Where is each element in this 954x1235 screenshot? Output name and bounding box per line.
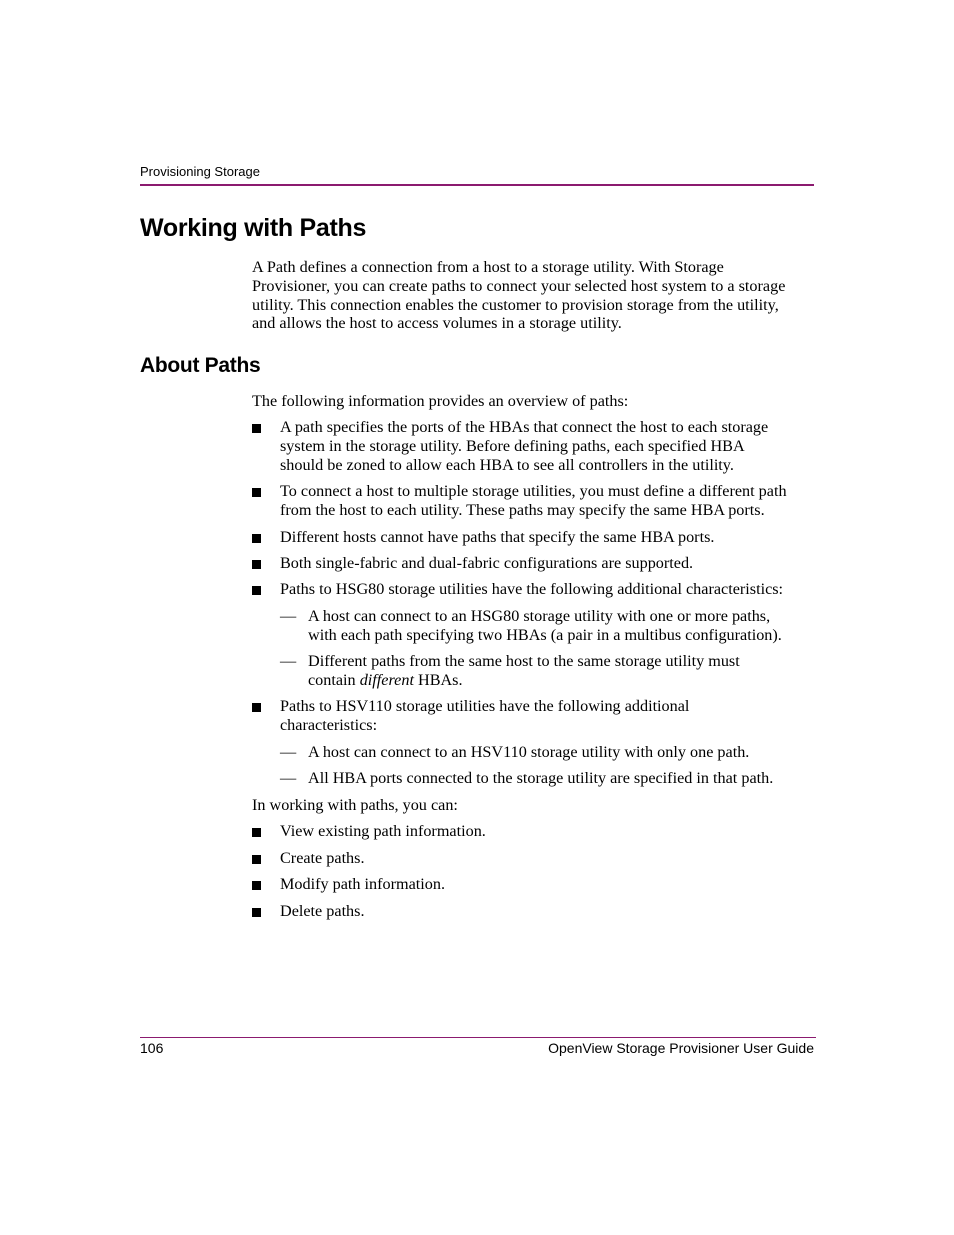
header-rule <box>140 184 814 186</box>
em-dash-marker: — <box>280 743 297 761</box>
intro-line: A Path defines a connection from a host to a storage utility. With Storage <box>252 258 724 276</box>
sub-list-item-text: contain <box>308 670 360 689</box>
sub-list-item-text: HBAs. <box>413 670 463 689</box>
list-item-line: View existing path information. <box>280 822 486 840</box>
book-title: OpenView Storage Provisioner User Guide <box>548 1040 814 1056</box>
sub-list-item-line: with each path specifying two HBAs (a pair in a multibus configuration). <box>308 625 782 644</box>
section-title: Working with Paths <box>140 214 367 242</box>
page-number: 106 <box>140 1040 164 1056</box>
subsection-title: About Paths <box>140 354 261 377</box>
overview-lead: The following information provides an overview of paths: <box>252 392 629 410</box>
list-item-line: To connect a host to multiple storage utilities, you must define a different path <box>280 482 787 500</box>
list-item-line: from the host to each utility. These paths may specify the same HBA ports. <box>280 500 765 519</box>
sub-list-item-line: A host can connect to an HSV110 storage utility with only one path. <box>308 743 750 761</box>
sub-list-item-line: Different paths from the same host to the same storage utility must <box>308 652 740 670</box>
bullet-square-icon <box>252 560 261 569</box>
list-item-line: Modify path information. <box>280 875 445 893</box>
list-item-line: Different hosts cannot have paths that specify the same HBA ports. <box>280 528 715 546</box>
list-item-line: system in the storage utility. Before defining paths, each specified HBA <box>280 436 745 455</box>
list-item-line: Paths to HSG80 storage utilities have the following additional characteristics: <box>280 580 784 598</box>
intro-line: Provisioner, you can create paths to connect your selected host system to a storage <box>252 276 786 295</box>
bullet-square-icon <box>252 488 261 497</box>
bullet-square-icon <box>252 534 261 543</box>
footer-rule <box>140 1037 816 1038</box>
em-dash-marker: — <box>280 652 297 670</box>
emphasis-text: different <box>359 670 414 689</box>
intro-paragraph <box>252 258 817 333</box>
bullet-square-icon <box>252 586 261 595</box>
list-item-line: Both single-fabric and dual-fabric configurations are supported. <box>280 554 694 572</box>
sub-list-item-line: All HBA ports connected to the storage utility are specified in that path. <box>308 769 774 787</box>
list-item-line: Create paths. <box>280 849 365 867</box>
list-item-line: should be zoned to allow each HBA to see all controllers in the utility. <box>280 455 734 474</box>
sub-list-item-line: A host can connect to an HSG80 storage utility with one or more paths, <box>308 607 771 625</box>
list-item-line: Paths to HSV110 storage utilities have the following additional <box>280 697 690 715</box>
actions-lead: In working with paths, you can: <box>252 796 458 814</box>
running-head: Provisioning Storage <box>140 164 260 179</box>
list-item-line: Delete paths. <box>280 902 365 920</box>
bullet-square-icon <box>252 908 261 917</box>
em-dash-marker: — <box>280 607 297 625</box>
bullet-square-icon <box>252 881 261 890</box>
bullet-square-icon <box>252 703 261 712</box>
list-item-line: characteristics: <box>280 715 378 734</box>
bullet-square-icon <box>252 855 261 864</box>
intro-line: utility. This connection enables the customer to provision storage from the utility, <box>252 295 779 314</box>
bullet-square-icon <box>252 424 261 433</box>
bullet-square-icon <box>252 828 261 837</box>
intro-line: and allows the host to access volumes in a storage utility. <box>252 314 622 333</box>
em-dash-marker: — <box>280 769 297 787</box>
list-item-line: A path specifies the ports of the HBAs that connect the host to each storage <box>280 418 769 436</box>
